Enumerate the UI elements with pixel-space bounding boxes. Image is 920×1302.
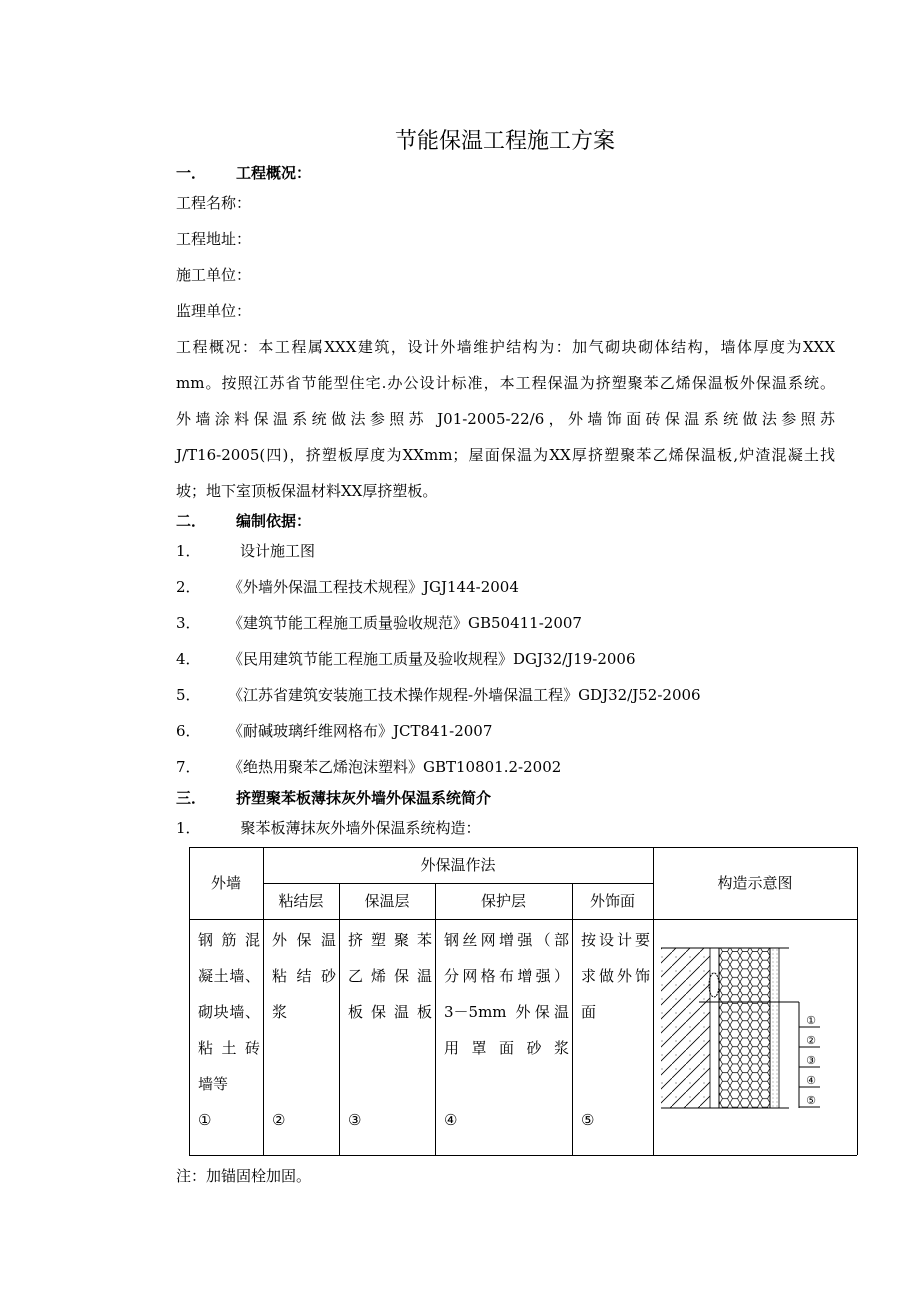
header-protection: 保护层 [480, 892, 526, 910]
layer-label: ① [806, 1014, 816, 1027]
table-cell: 3－5mm 外保温 [444, 1003, 569, 1021]
table-cell: 用罩面砂浆 [444, 1039, 569, 1057]
field-contractor: 施工单位： [176, 266, 252, 284]
table-cell: 乙烯保温 [348, 967, 432, 985]
section-title: 工程概况： [236, 164, 312, 182]
section-title: 挤塑聚苯板薄抹灰外墙外保温系统简介 [236, 789, 492, 807]
note: 注：加锚固栓加固。 [176, 1167, 312, 1185]
wall-hatch [661, 948, 710, 1108]
table-cell: 挤塑聚苯 [348, 931, 432, 949]
overview-line: J/T16-2005(四)，挤塑板厚度为XXmm；屋面保温为XX厚挤塑聚苯乙烯保温板,炉渣混凝土找 [176, 446, 835, 464]
table-cell: 浆 [272, 1003, 288, 1021]
layer-label: ③ [806, 1054, 816, 1067]
header-diagram: 构造示意图 [717, 874, 793, 892]
header-wall: 外墙 [210, 874, 241, 892]
reference-text: 《绝热用聚苯乙烯泡沫塑料》GBT10801.2-2002 [228, 758, 562, 776]
table-cell: ⑤ [581, 1111, 595, 1129]
field-supervisor: 监理单位： [176, 302, 252, 320]
layer-label: ② [806, 1034, 816, 1047]
table-cell: 求做外饰 [581, 967, 650, 985]
header-method: 外保温作法 [420, 856, 496, 874]
section-number: 二． [176, 512, 207, 530]
reference-number: 3． [176, 614, 201, 632]
section-title: 编制依据： [236, 512, 312, 530]
overview-line: 工程概况：本工程属XXX建筑，设计外墙维护结构为：加气砌块砌体结构，墙体厚度为XXX [176, 338, 835, 356]
layer-label: ⑤ [806, 1094, 816, 1107]
reference-number: 6． [176, 722, 201, 740]
render-layer [770, 948, 779, 1108]
reference-text: 《建筑节能工程施工质量验收规范》GB50411-2007 [228, 614, 582, 632]
reference-text: 《外墙外保温工程技术规程》JGJ144-2004 [228, 578, 519, 596]
table-cell: 砌块墙、 [198, 1003, 260, 1021]
reference-number: 4． [176, 650, 201, 668]
table-cell: 墙等 [198, 1075, 229, 1093]
table-cell: ③ [348, 1111, 362, 1129]
table-cell: ① [198, 1111, 212, 1129]
reference-number: 1． [176, 542, 201, 560]
table-cell: 按设计要 [581, 931, 650, 949]
table-cell: 分网格布增强） [444, 967, 569, 985]
table-cell: 面 [581, 1003, 597, 1021]
anchor-mark [709, 973, 719, 997]
section-number: 一． [176, 164, 207, 182]
table-cell: 钢筋混 [198, 931, 260, 949]
overview-line: 外墙涂料保温系统做法参照苏 J01-2005-22/6，外墙饰面砖保温系统做法参照苏 [176, 410, 835, 428]
field-address: 工程地址： [176, 230, 252, 248]
insulation-layer [719, 948, 770, 1108]
field-name: 工程名称： [176, 194, 252, 212]
header-insulation: 保温层 [364, 892, 410, 910]
section-number: 三． [176, 789, 207, 807]
adhesive-layer [710, 948, 719, 1108]
overview-line: mm。按照江苏省节能型住宅.办公设计标准，本工程保温为挤塑聚苯乙烯保温板外保温系统。 [176, 374, 835, 392]
table-cell: 板保温板 [348, 1003, 432, 1021]
reference-text: 设计施工图 [240, 542, 316, 560]
reference-number: 2． [176, 578, 201, 596]
table-cell: 粘结砂 [272, 967, 336, 985]
reference-text: 《耐碱玻璃纤维网格布》JCT841-2007 [228, 722, 493, 740]
table-cell: 外保温 [272, 931, 336, 949]
reference-number: 5． [176, 686, 201, 704]
subsection-number: 1． [176, 819, 201, 837]
reference-text: 《江苏省建筑安装施工技术操作规程-外墙保温工程》GDJ32/J52-2006 [228, 686, 701, 704]
subsection-title: 聚苯板薄抹灰外墙外保温系统构造： [240, 819, 481, 837]
table-cell: 粘土砖 [198, 1039, 260, 1057]
header-adhesive: 粘结层 [278, 892, 324, 910]
overview-line: 坡；地下室顶板保温材料XX厚挤塑板。 [176, 482, 438, 500]
layer-label: ④ [806, 1074, 816, 1087]
reference-number: 7． [176, 758, 201, 776]
doc-title: 节能保温工程施工方案 [394, 129, 615, 154]
header-finish: 外饰面 [589, 892, 635, 910]
table-cell: ② [272, 1111, 286, 1129]
table-cell: 钢丝网增强（部 [444, 931, 569, 949]
reference-text: 《民用建筑节能工程施工质量及验收规程》DGJ32/J19-2006 [228, 650, 636, 668]
table-cell: ④ [444, 1111, 458, 1129]
table-cell: 凝土墙、 [198, 967, 260, 985]
